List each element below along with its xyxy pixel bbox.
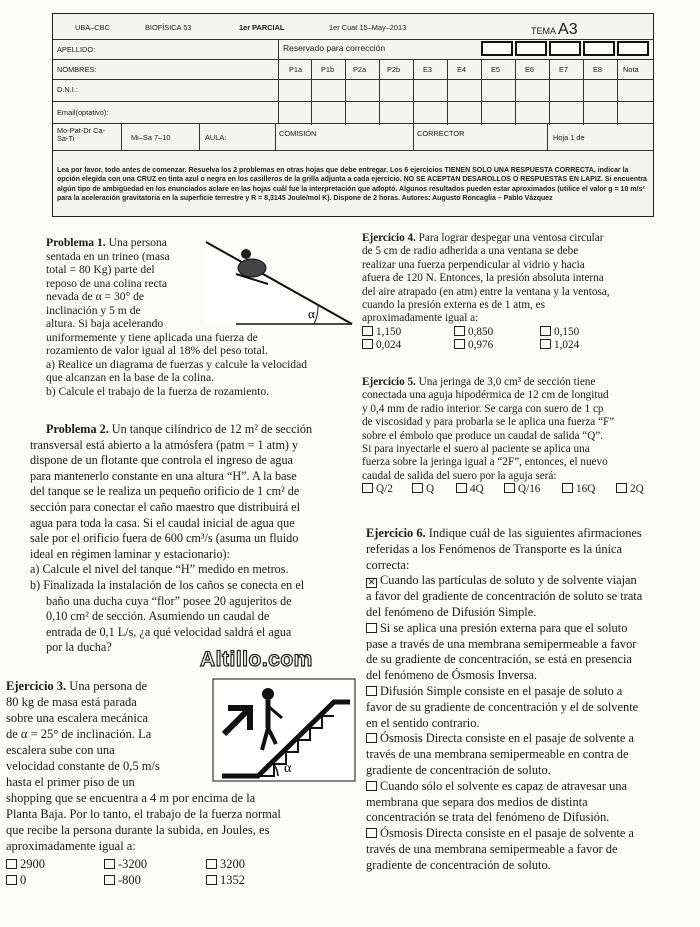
aula-label: AULA: (205, 133, 227, 142)
e5-option[interactable]: 16Q (562, 483, 616, 496)
p1-text: Una persona (108, 236, 167, 249)
e4-text: realizar una fuerza perpendicular al vidrio y hacia (362, 258, 585, 271)
e3-option[interactable]: 3200 (206, 856, 280, 872)
schedule-label: Mi–Sa 7–10 (131, 133, 171, 142)
checkbox[interactable] (456, 483, 467, 493)
e6-option[interactable]: Difusión Simple consiste en el pasaje de soluto a (366, 684, 698, 700)
checkbox[interactable] (6, 859, 17, 869)
score-col: E6 (525, 65, 535, 74)
grade-box[interactable] (549, 41, 581, 56)
score-col: Nota (623, 65, 639, 74)
checkbox[interactable] (362, 483, 373, 493)
apellido-row (53, 39, 653, 60)
p2-text: para mantenerlo constante en una altura “H”. A la base (30, 468, 297, 483)
checked-checkbox[interactable]: ✕ (367, 577, 376, 588)
p1-text: reposo de una colina recta (46, 276, 168, 290)
e4-text: afuera de 120 N. Entonces, la presión absoluta interna (362, 272, 604, 285)
p2-part-a: a) Calcule el nivel del tanque “H” medido en metros. (30, 562, 289, 577)
checkbox[interactable] (366, 623, 377, 633)
p1-text: inclinación y 5 m de (46, 303, 141, 317)
e6-option-text: del fenómeno de Difusión Simple. (366, 604, 537, 619)
p1-text: nevada de α = 30° de (46, 290, 145, 303)
e6-option-text: través de una membrana semipermeable en contra de (366, 747, 629, 762)
e4-text: del aire atrapado (en atm) entre la ventana y la ventosa, (362, 285, 610, 298)
e4-option[interactable]: 0,024 (362, 339, 454, 352)
course-label: UBA–CBC (75, 23, 110, 32)
e5-option[interactable]: Q (412, 483, 456, 496)
tema-value: A3 (558, 21, 578, 38)
p2-text: sección para conectar el caño maestro que distribuirá el (30, 499, 301, 514)
exercise-4 (362, 232, 662, 353)
p1-part-a: que alcanzan en la base de la colina. (46, 371, 215, 384)
checkbox[interactable] (104, 859, 115, 869)
e3-text: escalera sube con una (6, 743, 115, 757)
email-row (53, 101, 653, 124)
e3-text: aproximadamente igual a: (6, 839, 136, 853)
e6-option-text: pase a través de una membrana semipermeable a favor (366, 636, 637, 651)
e3-option[interactable]: -3200 (104, 856, 206, 872)
e3-option[interactable]: -800 (104, 872, 206, 888)
checkbox[interactable] (366, 686, 377, 696)
e3-text: de α = 25° de inclinación. La (6, 727, 152, 741)
e3-text: Una persona de (69, 679, 148, 693)
p1-text: sentada en un trineo (masa (46, 249, 170, 263)
e3-title: Ejercicio 3. (6, 679, 67, 693)
e6-option[interactable]: Ósmosis Directa consiste en el pasaje de solvente a (366, 731, 698, 747)
p1-text: rozamiento de valor igual al 18% del peso total. (46, 344, 268, 357)
date-label: 1er Cuat 15–May–2013 (329, 23, 407, 32)
tema-label: TEMA A3 (531, 21, 578, 38)
p1-text: uniformemente y tiene aplicada una fuerza de (46, 330, 258, 344)
e5-text: sobre el émbolo que produce un caudal de salida “Q”. (362, 429, 604, 442)
e4-option[interactable]: 0,850 (454, 326, 540, 339)
nombres-label: NOMBRES: (57, 65, 97, 74)
e3-text: Planta Baja. Por lo tanto, el trabajo de la fuerza normal (6, 807, 281, 821)
checkbox[interactable] (366, 781, 377, 791)
e6-option-text: membrana que separa dos medios de distinta (366, 794, 588, 809)
e6-option-text: en el sentido contrario. (366, 715, 480, 730)
e3-text: velocidad constante de 0,5 m/s (6, 759, 160, 773)
e4-text: cuando la presión externa es de 1 atm, es (362, 299, 545, 312)
p2-text: Un tanque cilíndrico de 12 m² de sección (111, 422, 313, 436)
watermark-logo: Altillo.com (200, 648, 313, 671)
slope-figure (196, 232, 356, 328)
e5-option[interactable]: 4Q (456, 483, 504, 496)
e6-option-text: de su gradiente de concentración, se está en presencia (366, 652, 632, 667)
checkbox[interactable] (366, 733, 377, 743)
e5-text: fuerza sobre la jeringa igual a “2F”, entonces, el nuevo (362, 456, 608, 469)
dni-label: D.N.I.: (57, 85, 78, 94)
e6-title: Ejercicio 6. (366, 526, 426, 540)
grade-box[interactable] (515, 41, 547, 56)
reserved-label: Reservado para corrección (283, 43, 386, 53)
header-title-row (53, 14, 653, 40)
dni-row (53, 79, 653, 102)
p1-part-b: b) Calcule el trabajo de la fuerza de rozamiento. (46, 384, 270, 398)
instructions: Lea por favor, todo antes de comenzar. Resuelva los 2 problemas en otras hojas que debe entregar. Los 6 ejercicios TIENEN SOLO UNA RESPUESTA CORRECTA, indicar la opción elegida con una CRUZ en tinta azul o negra en los casilleros de la grilla adjunta a cada ejercicio. NO SE ACEPTAN DESAROLLOS O RESPUESTAS EN LAPIZ. Si encuentra algún tipo de ambigüedad en los enunciados aclare en las hojas cuál fue la interpretación que adoptó. Algunos resultados pueden estar aproximados (utilice el valor g = 10 m/s² para la aceleración gravitatoria en la superficie terrestre y R = 8,3145 Joule/mol K). Dispone de 2 horas. Autores: Augusto Roncaglia – Pablo Vázquez (57, 167, 647, 203)
escalator-alpha: α (284, 761, 292, 776)
checkbox[interactable] (412, 483, 423, 493)
escalator-figure (212, 678, 356, 782)
checkbox[interactable] (540, 339, 551, 349)
e3-text: que recibe la persona durante la subida, en Joules, es (6, 823, 270, 837)
checkbox[interactable] (206, 859, 217, 869)
score-col: E7 (559, 65, 569, 74)
p2-text: agua para toda la casa. Si el caudal inicial de agua que (30, 515, 295, 530)
problem-2 (30, 422, 360, 656)
checkbox[interactable] (562, 483, 573, 493)
e4-option[interactable]: 1,150 (362, 326, 454, 339)
grade-box[interactable] (481, 41, 513, 56)
checkbox[interactable] (6, 875, 17, 885)
checkbox[interactable] (504, 483, 515, 493)
exercise-5 (362, 376, 662, 497)
e5-text: Si para inyectarle el suero al paciente se aplica una (362, 443, 590, 456)
p1-text: total = 80 Kg) parte del (46, 263, 155, 276)
score-col: P1a (289, 65, 303, 74)
checkbox[interactable] (366, 828, 377, 838)
e6-option-text: del fenómeno de Ósmosis Inversa. (366, 668, 538, 683)
score-col: E8 (593, 65, 603, 74)
e6-text: correcta: (366, 557, 410, 572)
e3-text: 80 kg de masa está parada (6, 695, 137, 709)
e4-title: Ejercicio 4. (362, 232, 416, 244)
p2-text: del tanque se le realiza un pequeño orificio de 1 cm² de (30, 484, 300, 499)
exam-header-form (52, 13, 654, 217)
e5-text: de viscosidad y para probarla se le aplica una fuerza “F” (362, 416, 615, 429)
p2-part-b: por la ducha? (46, 640, 112, 655)
apellido-label: APELLIDO: (57, 45, 96, 54)
e3-option[interactable]: 1352 (206, 872, 280, 888)
e6-option-text: gradiente de concentración de soluto. (366, 762, 551, 777)
corrector-label: CORRECTOR (417, 129, 465, 138)
days-label: Mo-Pat-Dr Ca-Sa-Ti (57, 126, 106, 143)
e6-text: referidas a los Fenómenos de Transporte es la única (366, 541, 623, 556)
score-col: E3 (423, 65, 433, 74)
e3-text: sobre una escalera mecánica (6, 711, 148, 725)
e5-text: caudal de salida del suero por la aguja será: (362, 469, 557, 482)
e5-text: conectada una aguja hipodérmica de 12 cm de longitud (362, 389, 609, 402)
e5-option[interactable]: 2Q (616, 483, 652, 496)
grade-box[interactable] (617, 41, 649, 56)
e4-text: de 5 cm de radio adherida a una ventana se debe (362, 245, 579, 258)
subject-label: BIOFÍSICA 53 (145, 23, 192, 32)
p2-text: transversal está abierto a la atmósfera (patm = 1 atm) y (30, 437, 299, 452)
e6-option-text: a favor del gradiente de concentración de soluto se trata (366, 589, 643, 604)
comision-label: COMISIÓN (279, 129, 317, 138)
e6-option-text: gradiente de concentración de soluto. (366, 857, 551, 872)
e6-option-text: concentración se trata del fenómeno de Difusión. (366, 810, 610, 825)
e4-option[interactable]: 1,024 (540, 339, 614, 352)
e5-text: y 0,4 mm de radio interior. Se carga con suero de 1 cp (362, 402, 604, 415)
e3-text: shopping que se encuentra a 4 m por encima de la (6, 791, 256, 805)
exercise-6 (366, 526, 698, 874)
p2-part-b: b) Finalizada la instalación de los caños se conecta en el (30, 577, 305, 592)
p2-title: Problema 2. (46, 422, 109, 436)
score-col: P2b (387, 65, 401, 74)
checkbox[interactable] (362, 339, 373, 349)
score-col: E4 (457, 65, 467, 74)
p2-text: dispone de un flotante que controla el ingreso de agua (30, 453, 293, 468)
e6-option[interactable]: ✕ Cuando las partículas de soluto y de solvente viajan (367, 573, 637, 588)
p2-text: sale por el orificio fuera de 600 cm³/s (asuma un fluido (30, 531, 299, 546)
parcial-label: 1er PARCIAL (239, 23, 285, 32)
p2-text: ideal en régimen laminar y estacionario): (30, 546, 230, 561)
checkbox[interactable] (454, 326, 465, 336)
e6-option[interactable]: Ósmosis Directa consiste en el pasaje de solvente a (366, 826, 698, 842)
p2-part-b: 0,10 cm² de sección. Asumiendo un caudal de (46, 609, 270, 624)
hoja-label: Hoja 1 de (553, 133, 585, 142)
checkbox[interactable] (104, 875, 115, 885)
e5-option[interactable]: Q/2 (362, 483, 412, 496)
checkbox[interactable] (540, 326, 551, 336)
score-col: P1b (321, 65, 335, 74)
slope-alpha: α (308, 306, 315, 321)
e6-option-text: favor de su gradiente de concentración y el de solvente (366, 699, 639, 714)
e4-option[interactable]: 0,976 (454, 339, 540, 352)
e3-text: hasta el primer piso de un (6, 775, 135, 789)
e6-option-text: través de una membrana semipermeable a favor de (366, 841, 618, 856)
e5-option[interactable]: Q/16 (504, 483, 562, 496)
e5-title: Ejercicio 5. (362, 376, 416, 388)
p2-part-b: entrada de 0,1 L/s, ¿a qué velocidad saldrá el agua (46, 624, 292, 639)
course-row (53, 123, 653, 151)
email-label: Email(optativo): (57, 108, 109, 117)
e6-option[interactable]: Cuando sólo el solvente es capaz de atravesar una (366, 779, 698, 795)
e6-option[interactable]: Si se aplica una presión externa para que el soluto (366, 621, 698, 637)
e4-option[interactable]: 0,150 (540, 326, 614, 339)
e4-text: aproximadamente igual a: (362, 312, 479, 325)
e6-text: Indique cuál de las siguientes afirmaciones (428, 526, 642, 540)
checkbox[interactable] (362, 326, 373, 336)
checkbox[interactable] (616, 483, 627, 493)
p1-title: Problema 1. (46, 236, 106, 249)
p1-part-a: a) Realice un diagrama de fuerzas y calcule la velocidad (46, 357, 308, 371)
score-col: P2a (353, 65, 367, 74)
p2-part-b: baño una ducha cuya “flor” posee 20 agujeritos de (46, 593, 292, 608)
e4-text: Para lograr despegar una ventosa circular (418, 232, 604, 244)
p1-text: altura. Si baja acelerando (46, 317, 164, 330)
e3-option[interactable]: 0 (6, 872, 104, 888)
checkbox[interactable] (454, 339, 465, 349)
score-col: E5 (491, 65, 501, 74)
grade-box[interactable] (583, 41, 615, 56)
e3-option[interactable]: 2900 (6, 856, 104, 872)
e5-text: Una jeringa de 3,0 cm³ de sección tiene (418, 376, 596, 388)
checkbox[interactable] (206, 875, 217, 885)
